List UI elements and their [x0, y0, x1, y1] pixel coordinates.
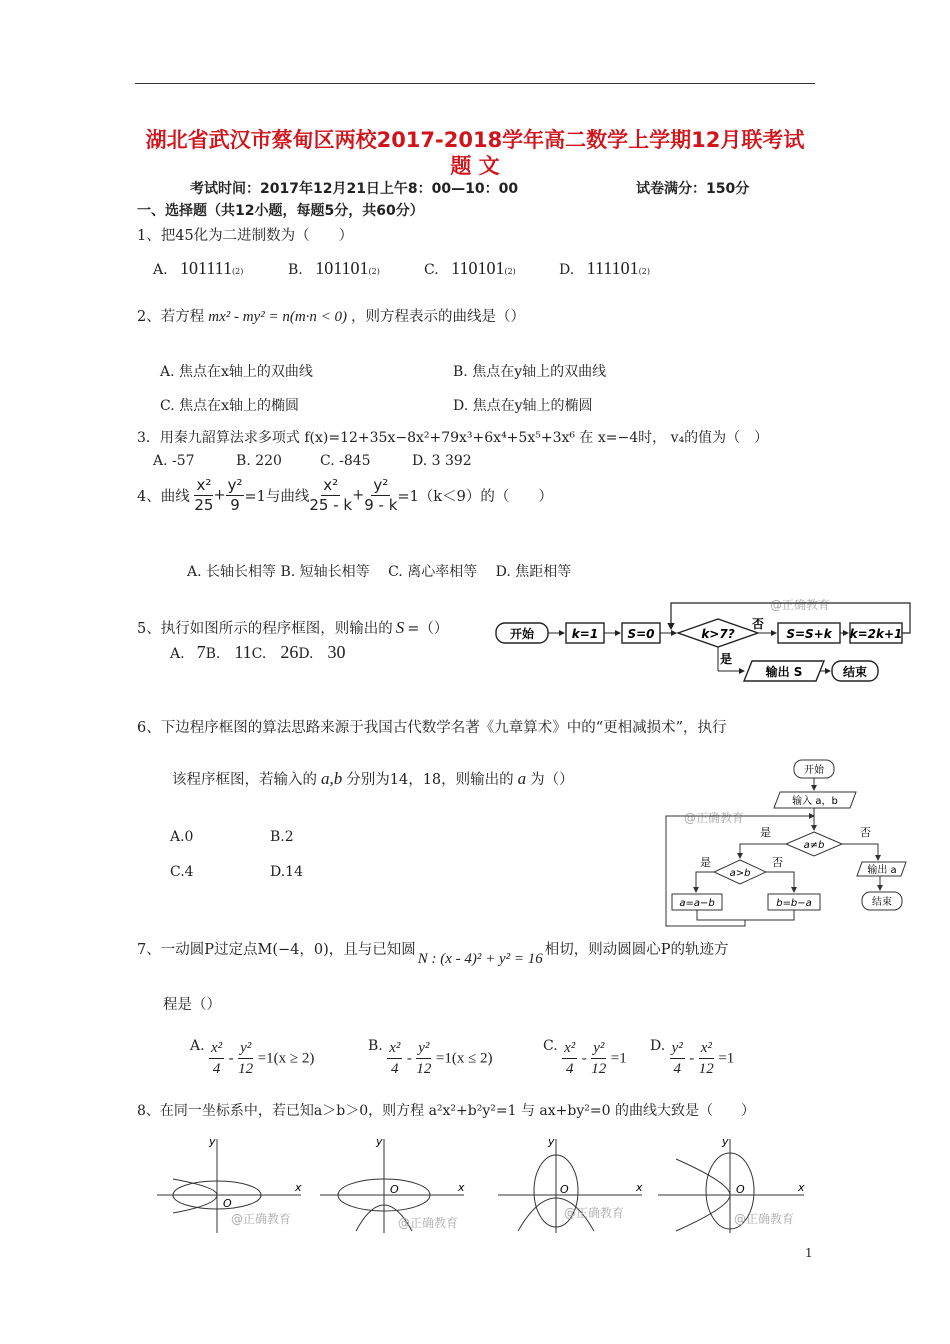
svg-text:O: O	[390, 1183, 399, 1196]
q8-graph-d	[656, 1135, 808, 1235]
flow-s-init-label: S=0	[627, 627, 655, 641]
q1-option-b: B. 101101(2)	[288, 258, 380, 278]
q6-output-label: 输出 a	[867, 865, 897, 876]
flow-double-label: k=2k+1	[849, 627, 903, 641]
svg-text:@正确教育: @正确教育	[231, 1212, 292, 1226]
exam-time: 考试时间：2017年12月21日上午8：00—10：00	[190, 181, 519, 197]
q2-option-b: B. 焦点在y轴上的双曲线	[453, 364, 607, 380]
q1-stem: 1、把45化为二进制数为（ ）	[137, 228, 354, 244]
flow-yes-label: 是	[720, 652, 733, 666]
q6-sub2-label: b=b−a	[776, 898, 812, 909]
svg-text:O: O	[736, 1183, 745, 1196]
q7-option-d: D. $\frac{\text{y²}}{4}$ - $\frac{\text{x²}}{12}$ =1	[650, 1038, 735, 1077]
q5-watermark: @正确教育	[770, 598, 831, 612]
flow-output-label: 输出 S	[765, 665, 803, 679]
q6-watermark: @正确教育	[684, 811, 745, 825]
q6-line1: 6、下边程序框图的算法思路来源于我国古代数学名著《九章算术》中的“更相减损术”，执行	[137, 720, 727, 736]
doc-title-line2: 题 文	[450, 154, 500, 178]
q3-option-d: D. 3 392	[412, 453, 472, 469]
q2-formula: mx² - my² = n(m·n < 0)	[208, 309, 348, 325]
q8-a-parabola	[173, 1179, 217, 1213]
flow-end-label: 结束	[842, 665, 868, 679]
section-heading: 一、选择题（共12小题，每题5分，共60分）	[137, 203, 424, 219]
q3-option-a: A. -57	[153, 453, 195, 469]
q8-graph-b	[318, 1135, 468, 1235]
page-number: 1	[805, 1246, 813, 1260]
q7-option-a: A. $\frac{\text{x²}}{4}$ - $\frac{\text{y²}}{12}$ =1(x ≥ 2)	[190, 1038, 315, 1077]
svg-text:O: O	[560, 1183, 569, 1196]
q2-option-a: A. 焦点在x轴上的双曲线	[160, 364, 313, 380]
q6-line2: 该程序框图，若输入的 a,b 分别为14，18，则输出的 a 为（）	[172, 769, 574, 788]
q8-graph-c	[496, 1135, 646, 1235]
svg-text:x: x	[295, 1181, 302, 1194]
exam-score: 试卷满分：150分	[636, 181, 750, 197]
q6-sub1-label: a=a−b	[679, 898, 715, 909]
q7-option-b: B. $\frac{\text{x²}}{4}$ - $\frac{\text{y²}}{12}$ =1(x ≤ 2)	[368, 1038, 493, 1077]
q7-line2: 程是（）	[163, 997, 221, 1013]
q6-cond1-label: a≠b	[803, 840, 825, 851]
q3-stem: 3．用秦九韶算法求多项式 f(x)=12+35x−8x²+79x³+6x⁴+5x⁵+3x⁶ 在 x=−4时， v₄的值为（ ）	[137, 430, 769, 446]
svg-text:y: y	[209, 1135, 216, 1148]
svg-text:@正确教育: @正确教育	[564, 1206, 625, 1220]
q3-option-b: B. 220	[236, 453, 282, 469]
doc-title-line1: 湖北省武汉市蔡甸区两校2017-2018学年高二数学上学期12月联考试	[145, 128, 805, 152]
flow-sum-label: S=S+k	[786, 627, 832, 641]
q6-yes-label-1: 是	[760, 826, 771, 839]
svg-text:x: x	[458, 1181, 465, 1194]
q8-graph-a	[155, 1135, 305, 1235]
q4-stem: 4、曲线 $\frac{\text{x²}}{25}$ + $\frac{\text{y²}}{9}$ =1与曲线 $\frac{\text{x²}}{25 - k}$ + $\frac{\text{y²}}{9 - k}$ =1（k＜9）的（ ）	[137, 476, 553, 514]
flow-condition-label: k>7?	[701, 627, 735, 641]
q6-option-a: A.0	[170, 829, 194, 845]
q6-option-c: C.4	[170, 864, 194, 880]
svg-text:O: O	[223, 1197, 232, 1210]
flow-k-init-label: k=1	[571, 627, 599, 641]
q5-flowchart	[494, 596, 914, 688]
svg-text:x: x	[798, 1181, 805, 1194]
q2-stem: 2、若方程 mx² - my² = n(m·n < 0) ，则方程表示的曲线是（）	[137, 309, 526, 325]
flow-no-label: 否	[752, 617, 765, 631]
header-rule	[135, 83, 815, 84]
svg-text:@正确教育: @正确教育	[398, 1216, 459, 1230]
q5-stem: 5、执行如图所示的程序框图，则输出的 S =（）	[137, 618, 449, 637]
q6-yes-label-2: 是	[700, 856, 711, 869]
flow-start-label: 开始	[509, 627, 535, 641]
q6-no-label-2: 否	[772, 856, 783, 869]
svg-text:y: y	[548, 1135, 555, 1148]
q1-option-a: A. 101111(2)	[153, 258, 244, 278]
q6-end-label: 结束	[872, 897, 892, 908]
q6-input-label: 输入 a，b	[792, 796, 838, 807]
q7-option-c: C. $\frac{\text{x²}}{4}$ - $\frac{\text{y²}}{12}$ =1	[543, 1038, 627, 1077]
q6-option-b: B.2	[270, 829, 294, 845]
q5-options: A. 7B. 11C. 26D. 30	[170, 642, 346, 662]
svg-text:x: x	[636, 1181, 643, 1194]
q4-options: A. 长轴长相等 B. 短轴长相等 C. 离心率相等 D. 焦距相等	[187, 564, 572, 580]
q6-cond2-label: a>b	[729, 868, 751, 879]
q1-option-c: C. 110101(2)	[424, 258, 516, 278]
q7-line1: 7、一动圆P过定点M(−4，0)，且与已知圆N : (x - 4)² + y² = 16相切，则动圆圆心P的轨迹方	[137, 942, 729, 967]
q2-option-c: C. 焦点在x轴上的椭圆	[160, 398, 300, 414]
svg-text:y: y	[376, 1135, 383, 1148]
q1-option-d: D. 111101(2)	[559, 258, 650, 278]
q6-option-d: D.14	[270, 864, 303, 880]
svg-text:y: y	[722, 1135, 729, 1148]
q6-start-label: 开始	[804, 765, 824, 776]
q7-formula: N : (x - 4)² + y² = 16	[417, 951, 543, 967]
q8-stem: 8、在同一坐标系中，若已知a＞b＞0，则方程 a²x²+b²y²=1 与 ax+by²=0 的曲线大致是（ ）	[137, 1103, 755, 1119]
svg-text:@正确教育: @正确教育	[734, 1212, 795, 1226]
q3-option-c: C. -845	[320, 453, 371, 469]
q6-flowchart	[660, 756, 912, 928]
q2-option-d: D. 焦点在y轴上的椭圆	[453, 398, 593, 414]
q6-no-label-1: 否	[860, 826, 871, 839]
